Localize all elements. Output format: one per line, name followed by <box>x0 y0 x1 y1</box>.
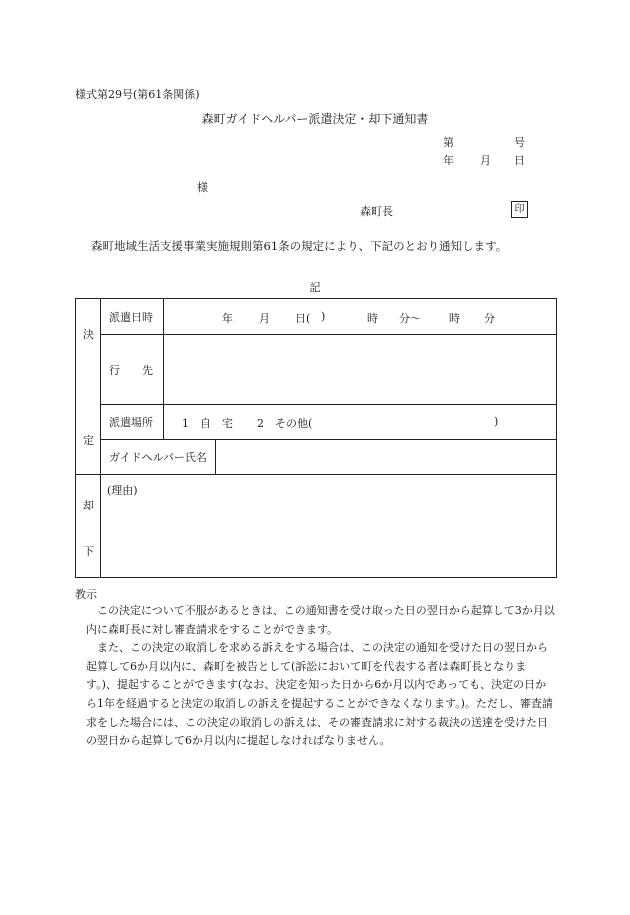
dispatch-datetime-field[interactable] <box>164 299 557 335</box>
place-field[interactable] <box>164 405 557 440</box>
dt-hour-1: 時 <box>367 312 378 325</box>
helper-name-label: ガイドヘルパー氏名 <box>101 440 216 475</box>
ki-heading: 記 <box>309 281 321 294</box>
instruction-paragraph-2: また、この決定の取消しを求める訴えをする場合は、この決定の通知を受けた日の翌日から起算して6か月以内に、森町を被告として(訴訟において町を代表する者は森町長となります。)、提起することができます(なお、決定を知った日から6か月以内であっても、決定の日から1年を経過すると決定の取消しの訴えを提起することができなくなります。)。ただし、審査請求をした場合には、この決定の取消しの訴えは、その審査請求に対する裁決の送達を受けた日の翌日から起算して6か月以内に提起しなければなりません。 <box>86 641 553 748</box>
reason-field[interactable] <box>101 475 557 578</box>
seal-mark: 印 <box>511 201 528 218</box>
dt-minute-2: 分 <box>484 312 495 325</box>
reject-bottom-char: 下 <box>83 545 94 558</box>
destination-label: 行 先 <box>101 335 164 405</box>
place-option-close: ) <box>494 415 499 428</box>
instruction-text <box>86 602 556 751</box>
dt-year: 年 <box>222 312 233 325</box>
date-month-label: 月 <box>480 154 491 167</box>
reject-column <box>76 475 101 578</box>
instruction-paragraph-1: この決定について不服があるときは、この通知書を受け取った日の翌日から起算して3か月以内に森町長に対し審査請求をすることができます。 <box>86 604 555 636</box>
place-label: 派遣場所 <box>101 405 164 440</box>
document-title: 森町ガイドヘルパー派遣決定・却下通知書 <box>201 112 429 126</box>
dt-minute-1: 分～ <box>399 312 421 325</box>
decision-top-char: 決 <box>83 328 94 341</box>
dispatch-datetime-label: 派遣日時 <box>101 299 164 335</box>
notice-form-table <box>75 298 557 578</box>
reject-top-char: 却 <box>83 499 94 512</box>
issuer: 森町長 <box>360 205 393 218</box>
dt-hour-2: 時 <box>449 312 460 325</box>
reason-label: (理由) <box>107 484 138 497</box>
date-year-label: 年 <box>443 154 454 167</box>
dt-day-close: ) <box>321 310 326 323</box>
form-id: 様式第29号(第61条関係) <box>75 88 200 101</box>
dt-month: 月 <box>259 312 270 325</box>
intro-text: 森町地域生活支援事業実施規則第61条の規定により、下記のとおり通知します。 <box>91 239 508 253</box>
decision-column <box>76 299 101 475</box>
helper-name-field[interactable] <box>216 440 557 475</box>
place-option-home: 1 自 宅 <box>182 417 233 430</box>
place-option-other: 2 その他( <box>257 417 313 430</box>
number-label-left: 第 <box>443 136 454 149</box>
number-label-right: 号 <box>514 136 525 149</box>
dt-day: 日( <box>295 312 311 325</box>
instruction-heading: 教示 <box>75 588 97 601</box>
addressee-suffix: 様 <box>197 181 208 194</box>
date-day-label: 日 <box>514 154 525 167</box>
decision-bottom-char: 定 <box>83 434 94 447</box>
destination-field[interactable] <box>164 335 557 405</box>
